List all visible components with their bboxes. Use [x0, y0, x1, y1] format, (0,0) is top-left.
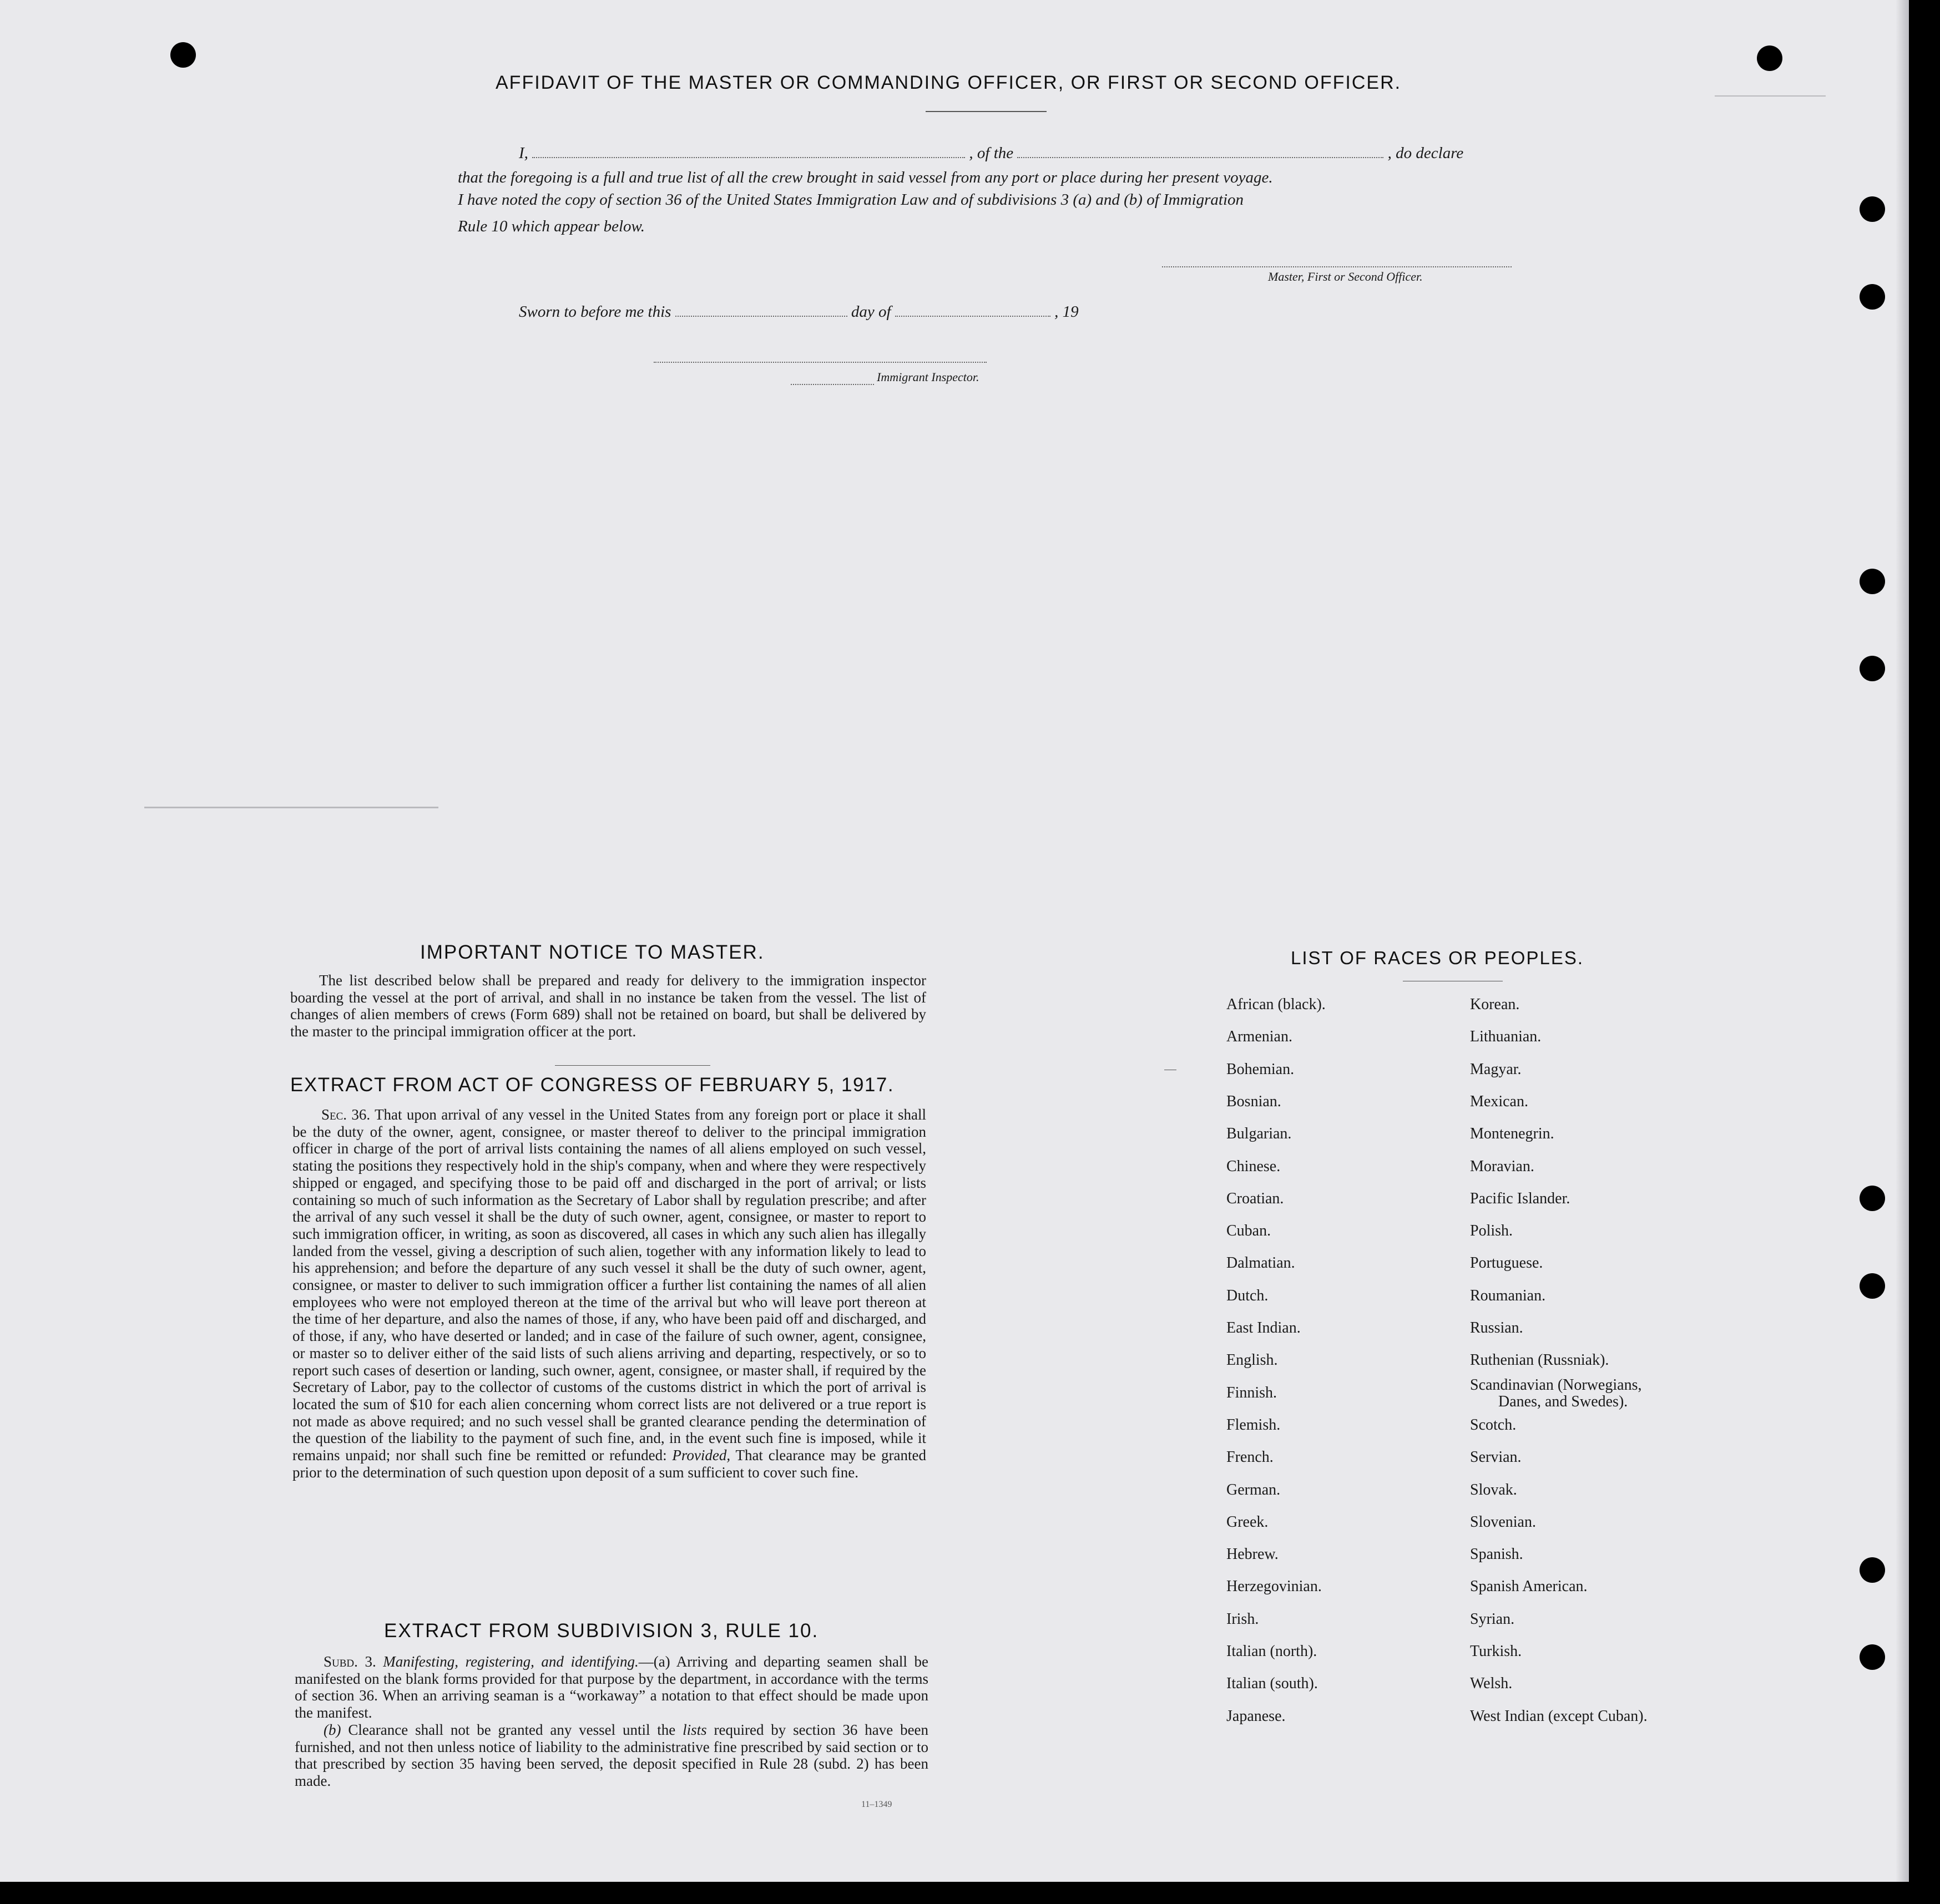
inspector-signature-underline [791, 383, 874, 385]
race-item: Polish. [1470, 1222, 1513, 1240]
para-b-start: Clearance shall not be granted any vessel until the [348, 1721, 676, 1738]
notice-text [290, 972, 926, 1040]
race-item: Italian (south). [1226, 1675, 1318, 1693]
sworn-line [519, 303, 1079, 321]
race-item: Bulgarian. [1226, 1125, 1292, 1143]
race-item: Bohemian. [1226, 1060, 1295, 1078]
sworn-label: Sworn to before me this [519, 303, 671, 321]
affidavit-title-rule [926, 111, 1047, 112]
section-label: Sec. 36. [321, 1106, 371, 1123]
subdivision-b-paragraph [295, 1721, 928, 1790]
inspector-caption: Immigrant Inspector. [877, 370, 979, 384]
punch-hole [1860, 1186, 1885, 1211]
sworn-month-field[interactable] [895, 315, 1050, 317]
punch-hole [1860, 1557, 1885, 1583]
race-item: East Indian. [1226, 1319, 1301, 1336]
para-a-marker: —(a) [638, 1653, 670, 1670]
race-item: West Indian (except Cuban). [1470, 1707, 1648, 1725]
race-item: Montenegrin. [1470, 1125, 1554, 1143]
year-label: , 19 [1054, 303, 1079, 321]
notice-title: IMPORTANT NOTICE TO MASTER. [420, 941, 765, 963]
punch-hole [1860, 284, 1885, 310]
punch-hole [170, 42, 196, 68]
race-item: Slovenian. [1470, 1513, 1536, 1531]
race-item: Roumanian. [1470, 1287, 1546, 1304]
race-item: Flemish. [1226, 1416, 1281, 1434]
declaration-line-1 [519, 144, 1463, 163]
of-the-label: , of the [969, 144, 1014, 162]
race-item: Korean. [1470, 996, 1520, 1013]
scan-mark [1715, 95, 1826, 97]
race-item: Moravian. [1470, 1157, 1534, 1175]
race-item: Slovak. [1470, 1481, 1517, 1498]
declaration-line-3: I have noted the copy of section 36 of the United States Immigration Law and of subdivisions 3 (a) and (b) of Immigration [458, 191, 1244, 209]
race-item: Mexican. [1470, 1092, 1528, 1110]
rule-extract-title: EXTRACT FROM SUBDIVISION 3, RULE 10. [384, 1620, 819, 1642]
affidavit-title: AFFIDAVIT OF THE MASTER OR COMMANDING OFFICER, OR FIRST OR SECOND OFFICER. [496, 72, 1402, 93]
race-item: Turkish. [1470, 1643, 1522, 1660]
declare-label: , do declare [1387, 144, 1464, 162]
race-item: Spanish American. [1470, 1578, 1588, 1596]
vessel-name-field[interactable] [1017, 156, 1383, 158]
punch-hole [1860, 569, 1885, 594]
act-extract-title: EXTRACT FROM ACT OF CONGRESS OF FEBRUARY 5, 1917. [290, 1074, 895, 1096]
para-a-body: Arriving and departing seamen shall be manifested on the blank forms provided for that purpose by the department, in accordance with the terms of section 36. When an arriving seaman is a “workaway” a notation to that effect should be made upon the manifest. [295, 1653, 928, 1721]
punch-hole [1860, 656, 1885, 681]
subdivision-a-paragraph [295, 1653, 928, 1721]
scan-mark [144, 807, 438, 808]
punch-hole [1860, 196, 1885, 222]
i-label: I, [519, 144, 528, 162]
race-item: Croatian. [1226, 1189, 1284, 1207]
race-item: Russian. [1470, 1319, 1523, 1336]
race-item: French. [1226, 1449, 1274, 1466]
race-item: Scandinavian (Norwegians, [1470, 1376, 1642, 1394]
race-item: African (black). [1226, 996, 1326, 1013]
race-item: Herzegovinian. [1226, 1578, 1322, 1596]
notice-paragraph: The list described below shall be prepared and ready for delivery to the immigration inspector boarding the vessel at the port of arrival, and shall in no instance be taken from the vessel. The list of changes of alien members of crews (Form 689) shall not be retained on board, but shall be delivered by the master to the principal immigration officer at the port. [290, 972, 926, 1040]
notice-divider [555, 1065, 710, 1066]
race-item: Armenian. [1226, 1028, 1292, 1046]
race-item: English. [1226, 1351, 1278, 1369]
race-item: Cuban. [1226, 1222, 1271, 1240]
race-item-continuation: Danes, and Swedes). [1498, 1392, 1628, 1410]
para-b-lists: lists [683, 1721, 707, 1738]
race-item: Dalmatian. [1226, 1254, 1295, 1272]
race-item: Irish. [1226, 1610, 1259, 1628]
para-b-end: required by section 36 have been furnished, and not then unless notice of liability to the administrative fine prescribed by said section or to that prescribed by section 35 having been served, the deposit specified in Rule 28 (subd. 2) has been made. [295, 1721, 929, 1789]
race-item: German. [1226, 1481, 1281, 1498]
race-item: Bosnian. [1226, 1092, 1281, 1110]
race-item: Spanish. [1470, 1546, 1523, 1563]
para-b-marker: (b) [324, 1721, 341, 1738]
day-of-label: day of [851, 303, 891, 321]
race-item: Japanese. [1226, 1707, 1286, 1725]
subdivision-heading: Manifesting, registering, and identifying. [383, 1653, 639, 1670]
race-item: Ruthenian (Russniak). [1470, 1351, 1609, 1369]
punch-hole [1757, 45, 1782, 71]
provided-label: Provided, [672, 1447, 731, 1464]
races-title: LIST OF RACES OR PEOPLES. [1291, 948, 1584, 968]
officer-caption: Master, First or Second Officer. [1268, 270, 1423, 283]
race-item: Magyar. [1470, 1060, 1522, 1078]
race-item: Lithuanian. [1470, 1028, 1542, 1046]
section-36-body: That upon arrival of any vessel in the United States from any foreign port or place it shall be the duty of the owner, agent, consignee, or master thereof to deliver to the principal immigration officer in charge of the port of arrival lists containing the names of all aliens employed on such vessel, stating the positions they respectively hold in the ship's company, when and where they were respectively shipped or engaged, and specifying those to be paid off and discharged in the port of arrival; or lists containing so much of such information as the Secretary of Labor shall by regulation prescribe; and after the arrival of any such vessel it shall be the duty of such owner, agent, consignee, or master to report to such immigration officer, in writing, as soon as discovered, all cases in which any such alien has illegally landed from the vessel, giving a description of such alien, together with any information likely to lead to his apprehension; and before the departure of any such vessel it shall be the duty of such owner, agent, consignee, or master to deliver to such immigration officer a further list containing the names of all alien employees who were not employed thereon at the time of the arrival but who will leave port thereon at the time of her departure, and also the names of those, if any, who have been paid off and discharged, and of those, if any, who have deserted or landed; and in case of the failure of such owner, agent, consignee, or master so to deliver either of the said lists of such aliens arriving and departing, respectively, or so to report such cases of desertion or landing, such owner, agent, consignee, or master shall, if required by the Secretary of Labor, pay to the collector of customs of the customs district in which the port of arrival is located the sum of $10 for each alien concerning whom correct lists are not delivered or a true report is not made as above required; and no such vessel shall be granted clearance pending the determination of the question of the liability to the payment of such fine, and, in the event such fine is imposed, while it remains unpaid; nor shall such fine be remitted or refunded: [292, 1106, 927, 1464]
punch-hole [1860, 1273, 1885, 1299]
section-36-body-end: That clearance may be granted prior to the determination of such question upon deposit of a sum sufficient to cover such fine. [292, 1447, 926, 1481]
section-36-paragraph [292, 1106, 926, 1481]
rule-extract-text [295, 1653, 928, 1790]
race-item: Greek. [1226, 1513, 1269, 1531]
race-item: Servian. [1470, 1449, 1522, 1466]
declaration-line-4: Rule 10 which appear below. [458, 217, 645, 235]
race-item: Finnish. [1226, 1384, 1277, 1401]
form-number: 11–1349 [861, 1800, 892, 1809]
race-item: Scotch. [1470, 1416, 1517, 1434]
punch-hole [1860, 1644, 1885, 1670]
race-item: Portuguese. [1470, 1254, 1543, 1272]
subdivision-label: Subd. 3. [324, 1653, 376, 1670]
officer-signature-field[interactable] [1162, 265, 1512, 267]
race-item: Dutch. [1226, 1287, 1269, 1304]
race-item: Welsh. [1470, 1675, 1513, 1693]
race-item: Chinese. [1226, 1157, 1281, 1175]
act-extract-text [292, 1106, 926, 1481]
race-item: Pacific Islander. [1470, 1189, 1570, 1207]
declaration-line-2: that the foregoing is a full and true list of all the crew brought in said vessel from any port or place during her present voyage. [458, 169, 1273, 186]
race-item: Hebrew. [1226, 1546, 1279, 1563]
race-item: Italian (north). [1226, 1643, 1317, 1660]
inspector-signature-field[interactable] [654, 361, 987, 363]
name-field[interactable] [532, 156, 965, 158]
race-item: Syrian. [1470, 1610, 1515, 1628]
sworn-day-field[interactable] [675, 315, 847, 317]
